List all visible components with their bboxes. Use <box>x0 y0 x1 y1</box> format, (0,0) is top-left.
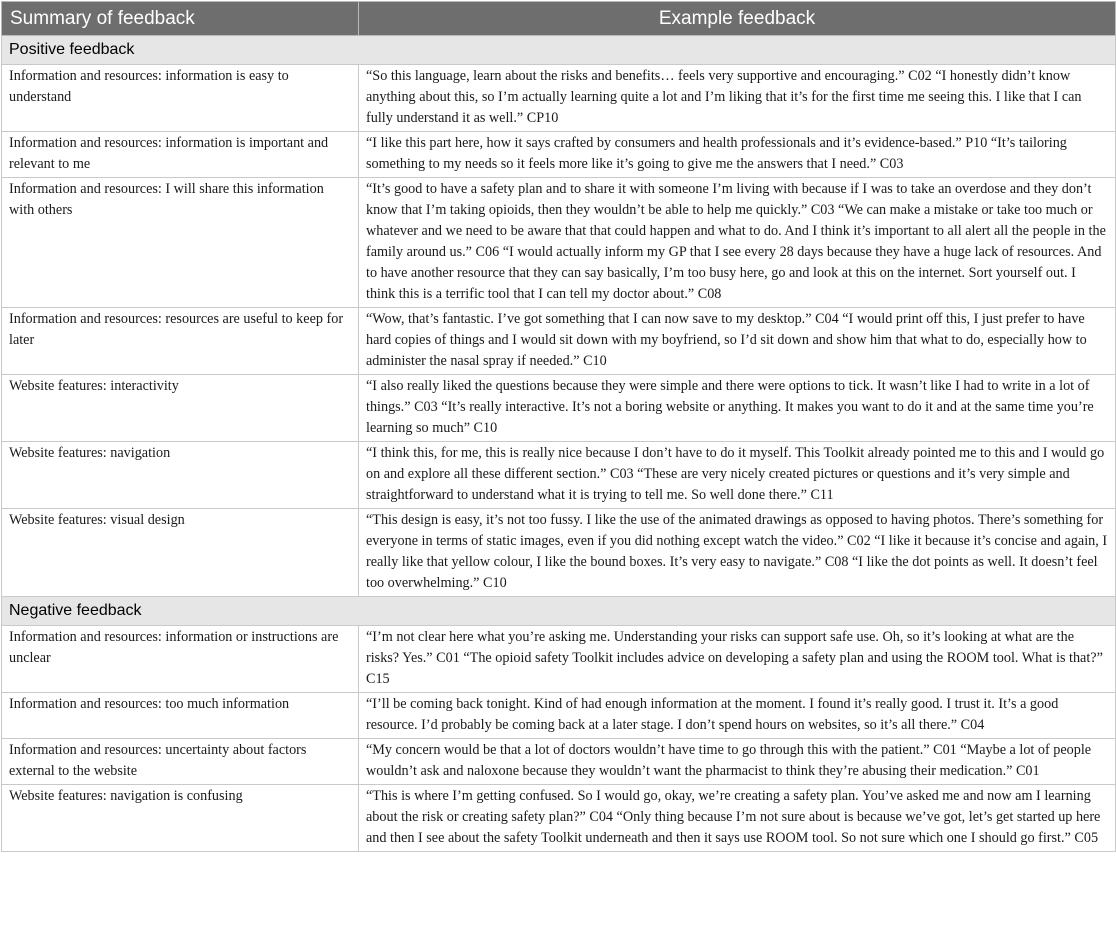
summary-cell: Information and resources: information is important and relevant to me <box>2 132 359 178</box>
table-row <box>2 308 1116 375</box>
table-row <box>2 739 1116 785</box>
header-summary: Summary of feedback <box>2 2 359 36</box>
summary-cell: Information and resources: information is easy to understand <box>2 65 359 132</box>
table-row <box>2 509 1116 597</box>
summary-cell: Information and resources: I will share this information with others <box>2 178 359 308</box>
example-cell: “I also really liked the questions because they were simple and there were options to tick. It wasn’t like I had to write in a lot of things.” C03 “It’s really interactive. It’s not a boring website or anything. It makes you want to do it and at the same time you’re learning so much” C10 <box>359 375 1116 442</box>
summary-cell: Website features: visual design <box>2 509 359 597</box>
summary-cell: Information and resources: resources are useful to keep for later <box>2 308 359 375</box>
header-example: Example feedback <box>359 2 1116 36</box>
summary-cell: Website features: navigation is confusing <box>2 785 359 852</box>
table-row <box>2 785 1116 852</box>
summary-cell: Information and resources: information or instructions are unclear <box>2 626 359 693</box>
section-row-positive <box>2 36 1116 65</box>
table-row <box>2 178 1116 308</box>
table-row <box>2 442 1116 509</box>
section-title: Positive feedback <box>2 36 1116 65</box>
example-cell: “I think this, for me, this is really nice because I don’t have to do it myself. This Toolkit already pointed me to this and I would go on and explore all these different section.” C03 “These are very nicely created pictures or questions and it’s very simple and straightforward to understand what it is trying to tell me. So well done there.” C11 <box>359 442 1116 509</box>
table-row <box>2 375 1116 442</box>
summary-cell: Information and resources: uncertainty about factors external to the website <box>2 739 359 785</box>
example-cell: “My concern would be that a lot of doctors wouldn’t have time to go through this with the patient.” C01 “Maybe a lot of people wouldn’t ask and naloxone because they wouldn’t want the pharmacist to think they’re abusing their medication.” C01 <box>359 739 1116 785</box>
example-cell: “It’s good to have a safety plan and to share it with someone I’m living with because if I was to take an overdose and they don’t know that I’m taking opioids, then they wouldn’t be able to help me quickly.” C03 “We can make a mistake or take too much or whatever and we need to be aware that that could happen and what to do. And I think it’s important to all alert all the people in the family around us.” C06 “I would actually inform my GP that I see every 28 days because they have a huge lack of resources. And to have another resource that they can say basically, I’m too busy here, go and look at this on the internet. Sort yourself out. I think this is a terrific tool that I can tell my doctor about.” C08 <box>359 178 1116 308</box>
example-cell: “I like this part here, how it says crafted by consumers and health professionals and it’s evidence-based.” P10 “It’s tailoring something to my needs so it feels more like it’s going to give me the answers that I need.” C03 <box>359 132 1116 178</box>
table-row <box>2 693 1116 739</box>
example-cell: “This design is easy, it’s not too fussy. I like the use of the animated drawings as opposed to having photos. There’s something for everyone in terms of static images, even if you did nothing except watch the video.” C02 “I like it because it’s concise and again, I really like that yellow colour, I like the bound boxes. It’s very easy to navigate.” C08 “I like the dot points as well. It doesn’t feel too overwhelming.” C10 <box>359 509 1116 597</box>
summary-cell: Information and resources: too much information <box>2 693 359 739</box>
table-row <box>2 65 1116 132</box>
example-cell: “I’m not clear here what you’re asking me. Understanding your risks can support safe use. Oh, so it’s looking at what are the risks? Yes.” C01 “The opioid safety Toolkit includes advice on developing a safety plan and using the ROOM tool. What is that?” C15 <box>359 626 1116 693</box>
example-cell: “Wow, that’s fantastic. I’ve got something that I can now save to my desktop.” C04 “I would print off this, I just prefer to have hard copies of things and I would sit down with my boyfriend, so I’d sit down and show him that what to do, especially how to administer the nasal spray if needed.” C10 <box>359 308 1116 375</box>
example-cell: “I’ll be coming back tonight. Kind of had enough information at the moment. I found it’s really good. I trust it. It’s a good resource. I’d probably be coming back at a later stage. I don’t spend hours on websites, so it’s all there.” C04 <box>359 693 1116 739</box>
feedback-table <box>1 1 1116 852</box>
summary-cell: Website features: interactivity <box>2 375 359 442</box>
summary-cell: Website features: navigation <box>2 442 359 509</box>
section-row-negative <box>2 597 1116 626</box>
section-title: Negative feedback <box>2 597 1116 626</box>
table-row <box>2 132 1116 178</box>
example-cell: “So this language, learn about the risks and benefits… feels very supportive and encouraging.” C02 “I honestly didn’t know anything about this, so I’m actually learning quite a lot and I’m liking that it’s for the first time me seeing this. I like that I can fully understand it as well.” CP10 <box>359 65 1116 132</box>
example-cell: “This is where I’m getting confused. So I would go, okay, we’re creating a safety plan. You’ve asked me and now am I learning about the risk or creating safety plan?” C04 “Only thing because I’m not sure about is because we’ve got, let’s get started up here and then I see about the safety Toolkit underneath and then it says use ROOM tool. So not sure which one I should go first.” C05 <box>359 785 1116 852</box>
header-row <box>2 2 1116 36</box>
table-row <box>2 626 1116 693</box>
